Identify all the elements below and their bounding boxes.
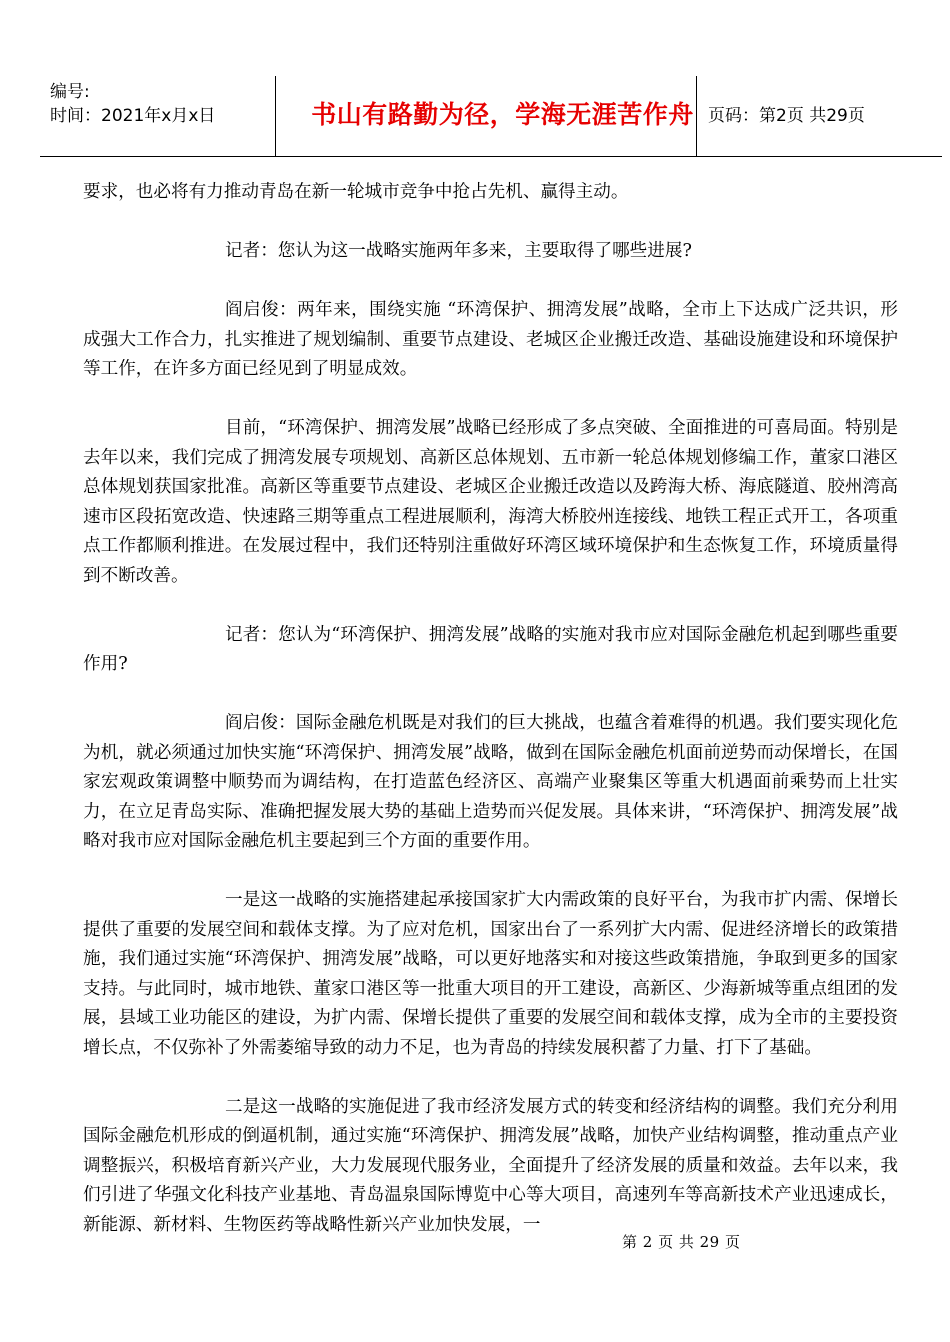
paragraph-point-two: 二是这一战略的实施促进了我市经济发展方式的转变和经济结构的调整。我们充分利用国际金融危机形成的倒逼机制，通过实施“环湾保护、拥湾发展”战略，加快产业结构调整，推动重点产业调整振兴，积极培育新兴产业，大力发展现代服务业，全面提升了经济发展的质量和效益。去年以来，我们引进了华强文化科技产业基地、青岛温泉国际博览中心等大项目，高速列车等高新技术产业迅速成长，新能源、新材料、生物医药等战略性新兴产业加快发展，一 xyxy=(83,1096,898,1235)
header-page-number: 页码：第2页 共29页 xyxy=(708,106,865,126)
paragraph-question-progress: 记者：您认为这一战略实施两年多来，主要取得了哪些进展? xyxy=(225,241,692,261)
paragraph-answer-crisis: 阎启俊：国际金融危机既是对我们的巨大挑战，也蕴含着难得的机遇。我们要实现化危为机，就必须通过加快实施“环湾保护、拥湾发展”战略，做到在国际金融危机面前逆势而动保增长，在国家宏观政策调整中顺势而为调结构，在打造蓝色经济区、高端产业聚集区等重大机遇面前乘势而上壮实力，在立足青岛实际、准确把握发展大势的基础上造势而兴促发展。具体来讲，“环湾保护、拥湾发展”战略对我市应对国际金融危机主要起到三个方面的重要作用。 xyxy=(83,713,898,851)
paragraph-point-one: 一是这一战略的实施搭建起承接国家扩大内需政策的良好平台，为我市扩内需、保增长提供了重要的发展空间和载体支撑。为了应对危机，国家出台了一系列扩大内需、促进经济增长的政策措施，我们通过实施“环湾保护、拥湾发展”战略，可以更好地落实和对接这些政策措施，争取到更多的国家支持。与此同时，城市地铁、董家口港区等一批重大项目的开工建设，高新区、少海新城等重点组团的发展，县域工业功能区的建设，为扩内需、保增长提供了重要的发展空间和载体支撑，成为全市的主要投资增长点，不仅弥补了外需萎缩导致的动力不足，也为青岛的持续发展积蓄了力量、打下了基础。 xyxy=(83,890,898,1058)
document-time-label: 时间：2021年x月x日 xyxy=(50,106,216,126)
paragraph-question-crisis: 记者：您认为“环湾保护、拥湾发展”战略的实施对我市应对国际金融危机起到哪些重要作用? xyxy=(83,624,898,674)
document-body xyxy=(83,178,898,1270)
header-divider-right xyxy=(696,76,697,156)
paragraph-continuation: 要求，也必将有力推动青岛在新一轮城市竞争中抢占先机、赢得主动。 xyxy=(83,182,629,202)
header-meta xyxy=(50,80,310,128)
paragraph-answer-progress: 阎启俊：两年来，围绕实施 “环湾保护、拥湾发展”战略，全市上下达成广泛共识，形成强大工作合力，扎实推进了规划编制、重要节点建设、老城区企业搬迁改造、基础设施建设和环境保护等工作，在许多方面已经见到了明显成效。 xyxy=(83,300,898,379)
document-number-label: 编号: xyxy=(50,82,90,102)
paragraph-current-status: 目前，“环湾保护、拥湾发展”战略已经形成了多点突破、全面推进的可喜局面。特别是去年以来，我们完成了拥湾发展专项规划、高新区总体规划、五市新一轮总体规划修编工作，董家口港区总体规划获国家批准。高新区等重要节点建设、老城区企业搬迁改造以及跨海大桥、海底隧道、胶州湾高速市区段拓宽改造、快速路三期等重点工程进展顺利，海湾大桥胶州连接线、地铁工程正式开工，各项重点工作都顺利推进。在发展过程中，我们还特别注重做好环湾区域环境保护和生态恢复工作，环境质量得到不断改善。 xyxy=(83,418,898,586)
header-motto: 书山有路勤为径，学海无涯苦作舟 xyxy=(311,100,694,129)
page-footer: 第 2 页 共 29 页 xyxy=(622,1233,741,1251)
page-header xyxy=(40,76,942,157)
